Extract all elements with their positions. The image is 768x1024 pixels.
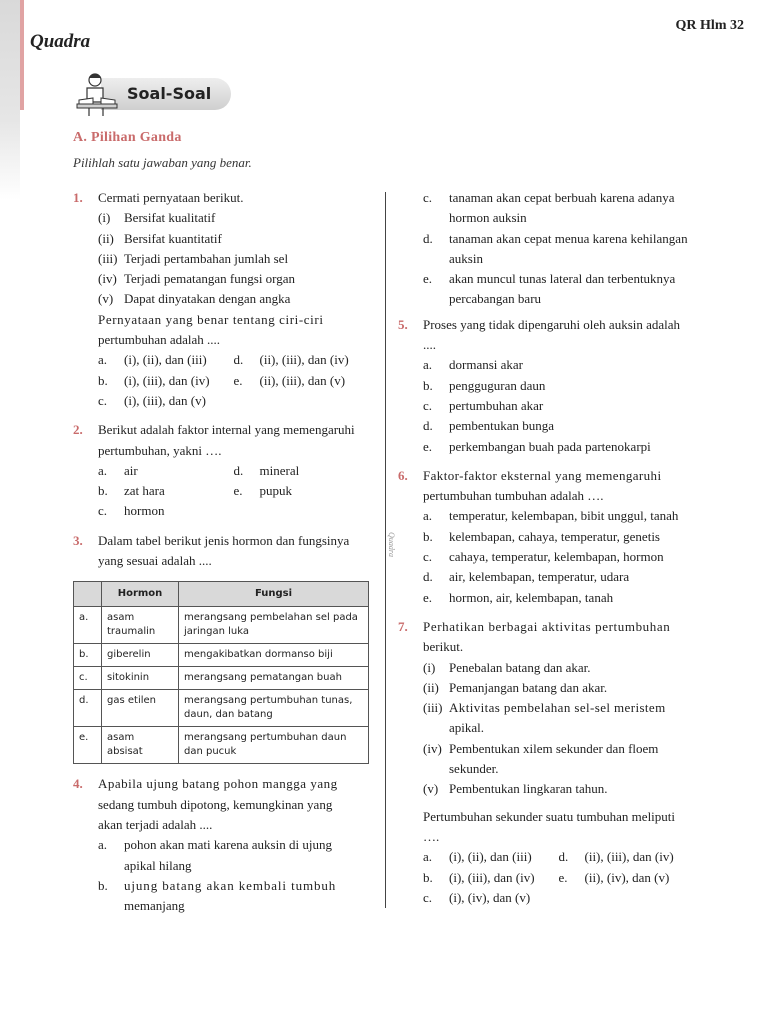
statement-text: apikal. [449,720,485,736]
option-text: (ii), (iii), dan (iv) [584,849,674,865]
answer-option[interactable] [98,350,234,370]
option-key: e. [558,869,568,885]
answer-option[interactable] [559,847,695,867]
option-text: pohon akan mati karena auksin di ujung [124,837,332,853]
hormone-cell: asam traumalin [102,607,179,644]
function-cell: merangsang pembelahan sel pada jaringan luka [179,607,369,644]
answer-option[interactable] [234,461,370,481]
option-text: tanaman akan cepat berbuah karena adanya [449,190,675,205]
statement-key: (iv) [98,271,117,287]
answer-option[interactable] [423,437,694,457]
row-key: a. [74,607,102,644]
reading-child-icon [73,70,121,118]
option-row [98,481,369,501]
table-row[interactable] [74,690,369,727]
hormone-cell: sitokinin [102,667,179,690]
row-key: b. [74,644,102,667]
statement-text: Aktivitas pembelahan sel-sel meristem [449,700,666,716]
statement-key: (v) [423,781,439,797]
hormone-cell: gas etilen [102,690,179,727]
option-key: d. [233,352,244,368]
statement-item [98,249,369,269]
question-stem: sedang tumbuh dipotong, kemungkinan yang [98,796,333,812]
answer-option[interactable] [98,391,252,411]
option-row [423,868,694,888]
answer-option[interactable] [423,847,559,867]
question-number: 4. [73,776,83,792]
option-text: memanjang [124,898,185,914]
statement-text: Pemanjangan batang dan akar. [449,679,608,695]
statement-item [98,289,369,309]
option-text: kelembapan, cahaya, temperatur, genetis [449,528,660,544]
option-text: hormon [124,503,165,519]
question-4-continued [398,188,694,310]
statement-item [98,208,369,228]
option-text: zat hara [124,483,165,499]
option-text: air [124,462,138,478]
question-6 [398,466,694,608]
option-key: e. [423,271,433,287]
option-row [423,888,694,908]
statement-item [423,739,694,780]
question-number: 7. [398,618,408,634]
instruction-text: Pilihlah satu jawaban yang benar. [73,155,252,170]
question-number: 5. [398,316,408,332]
option-text: (ii), (iv), dan (v) [584,869,670,885]
question-2 [73,420,369,521]
table-header [74,582,102,607]
option-text: (i), (iii), dan (v) [124,392,206,408]
question-stem: Berikut adalah faktor internal yang memengaruhi [98,422,355,438]
question-stem: akan terjadi adalah .... [98,816,213,832]
answer-option[interactable] [423,588,694,608]
option-key: c. [98,503,108,519]
statement-key: (i) [98,210,111,226]
function-cell: merangsang pertumbuhan daun dan pucuk [179,727,369,764]
function-cell: merangsang pertumbuhan tunas, daun, dan batang [179,690,369,727]
option-row [98,501,369,521]
option-key: a. [98,352,108,368]
option-text: pertumbuhan akar [449,397,544,413]
option-key: c. [423,549,433,565]
statement-key: (ii) [98,230,114,246]
hormone-table [73,581,369,764]
answer-option[interactable] [423,269,694,310]
option-key: e. [423,438,433,454]
question-prompt: …. [423,828,440,844]
brand-logo: Quadra [30,31,91,52]
table-header: Hormon [102,582,179,607]
question-stem: yang sesuai adalah .... [98,553,212,569]
answer-option[interactable] [98,501,252,521]
page-edge-accent [20,0,24,110]
option-key: a. [98,837,108,853]
answer-option[interactable] [423,547,694,567]
hormone-cell: giberelin [102,644,179,667]
option-key: d. [423,230,433,246]
function-cell: merangsang pematangan buah [179,667,369,690]
option-text: akan muncul tunas lateral dan terbentuknya [449,271,676,287]
option-key: e. [233,372,243,388]
question-stem: Perhatikan berbagai aktivitas pertumbuhan [423,618,671,634]
option-key: b. [423,869,433,885]
banner-label: Soal-Soal [127,84,212,103]
option-text: cahaya, temperatur, kelembapan, hormon [449,549,664,565]
answer-option[interactable] [423,229,694,270]
option-text: apikal hilang [124,857,192,873]
table-header-row [74,582,369,607]
statement-text: Terjadi pertambahan jumlah sel [124,250,289,266]
option-text: ujung batang akan kembali tumbuh [124,877,337,893]
question-4 [73,774,369,916]
option-key: c. [98,392,108,408]
right-column [398,188,694,917]
option-text: (i), (iii), dan (iv) [449,869,535,885]
statement-text: Terjadi pematangan fungsi organ [124,271,296,287]
answer-option[interactable] [423,527,694,547]
option-text: pembentukan bunga [449,418,555,434]
option-text: air, kelembapan, temperatur, udara [449,569,630,585]
statement-key: (i) [423,659,436,675]
answer-option[interactable] [423,376,694,396]
question-3 [73,531,369,765]
statement-key: (ii) [423,679,439,695]
answer-option[interactable] [423,567,694,587]
option-row [98,461,369,481]
function-cell: mengakibatkan dormanso biji [179,644,369,667]
answer-option[interactable] [98,461,234,481]
statement-item [98,269,369,289]
statement-text: Penebalan batang dan akar. [449,659,591,675]
option-text: (ii), (iii), dan (v) [259,372,346,388]
question-stem: Proses yang tidak dipengaruhi oleh auksin adalah [423,316,681,332]
column-divider [385,192,386,908]
option-key: c. [423,190,433,205]
statement-item [98,229,369,249]
answer-option[interactable] [98,876,369,917]
statement-key: (v) [98,291,114,307]
option-text: percabangan baru [449,291,542,307]
answer-option[interactable] [234,371,370,391]
page-reference: QR Hlm 32 [675,18,744,33]
option-key: d. [233,462,244,478]
question-stem: Cermati pernyataan berikut. [98,190,244,205]
option-row [98,371,369,391]
answer-option[interactable] [98,481,234,501]
option-text: (i), (iv), dan (v) [449,889,531,905]
option-row [98,350,369,370]
row-key: d. [74,690,102,727]
option-text: dormansi akar [449,357,524,373]
answer-option[interactable] [98,371,234,391]
question-prompt: Pernyataan yang benar tentang ciri-ciri [98,311,324,327]
option-key: b. [98,877,108,893]
section-title: A. Pilihan Ganda [73,130,182,145]
option-key: a. [423,357,433,373]
option-text: auksin [449,250,483,266]
option-text: (i), (ii), dan (iii) [449,849,532,865]
question-5 [398,315,694,457]
option-text: hormon auksin [449,210,527,226]
option-key: b. [423,377,433,393]
table-row[interactable] [74,667,369,690]
row-key: e. [74,727,102,764]
answer-option[interactable] [423,355,694,375]
left-column [73,188,369,925]
answer-option[interactable] [423,188,694,229]
answer-option[interactable] [559,868,695,888]
option-text: hormon, air, kelembapan, tanah [449,589,614,605]
option-key: a. [423,849,433,865]
question-stem: berikut. [423,639,464,655]
option-text: pengguguran daun [449,377,546,393]
statement-item [423,698,694,739]
answer-option[interactable] [98,835,369,876]
table-row[interactable] [74,644,369,667]
table-row[interactable] [74,607,369,644]
option-key: b. [98,372,108,388]
question-stem: Apabila ujung batang pohon mangga yang [98,776,338,792]
option-row [98,391,369,411]
question-stem: Faktor-faktor eksternal yang memengaruhi [423,467,662,483]
option-text: perkembangan buah pada partenokarpi [449,438,651,454]
option-key: e. [233,483,243,499]
statement-text: Bersifat kualitatif [124,210,216,226]
option-key: e. [423,589,433,605]
option-key: b. [423,528,433,544]
question-stem: pertumbuhan tumbuhan adalah …. [423,488,604,504]
statement-text: sekunder. [449,761,499,777]
question-number: 6. [398,467,408,483]
option-key: b. [98,483,108,499]
question-1 [73,188,369,411]
question-number: 3. [73,532,83,548]
option-text: pupuk [259,483,292,499]
option-key: a. [423,508,433,524]
side-watermark: Quadra [386,532,396,557]
answer-option[interactable] [423,888,577,908]
statement-key: (iii) [98,250,118,266]
option-row [423,847,694,867]
statement-key: (iii) [423,700,443,716]
option-text: tanaman akan cepat menua karena kehilangan [449,230,688,246]
option-text: mineral [259,462,300,478]
question-stem: pertumbuhan, yakni …. [98,442,222,458]
option-key: c. [423,889,433,905]
statement-item [423,678,694,698]
question-number: 2. [73,422,83,438]
statement-text: Bersifat kuantitatif [124,230,222,246]
option-text: (i), (ii), dan (iii) [124,352,207,368]
option-text: temperatur, kelembapan, bibit unggul, tanah [449,508,679,524]
table-row[interactable] [74,727,369,764]
answer-option[interactable] [234,350,370,370]
statement-text: Pembentukan xilem sekunder dan floem [449,740,659,756]
section-banner [73,76,233,112]
statement-item [423,779,694,799]
page-edge-bar [0,0,20,200]
answer-option[interactable] [423,506,694,526]
row-key: c. [74,667,102,690]
question-7 [398,617,694,908]
option-text: (i), (iii), dan (iv) [124,372,210,388]
question-stem: Dalam tabel berikut jenis hormon dan fungsinya [98,532,350,548]
statement-item [423,658,694,678]
question-prompt: pertumbuhan adalah .... [98,332,221,348]
answer-option[interactable] [423,868,559,888]
table-header: Fungsi [179,582,369,607]
question-number: 1. [73,190,83,205]
option-key: a. [98,462,108,478]
option-key: c. [423,397,433,413]
option-text: (ii), (iii), dan (iv) [259,352,349,368]
hormone-cell: asam absisat [102,727,179,764]
answer-option[interactable] [423,396,694,416]
option-key: d. [423,418,433,434]
statement-text: Dapat dinyatakan dengan angka [124,291,291,307]
question-stem: .... [423,337,436,353]
question-prompt: Pertumbuhan sekunder suatu tumbuhan meliputi [423,808,676,824]
option-key: d. [423,569,433,585]
statement-text: Pembentukan lingkaran tahun. [449,781,608,797]
answer-option[interactable] [423,416,694,436]
statement-key: (iv) [423,740,442,756]
option-key: d. [558,849,569,865]
answer-option[interactable] [234,481,370,501]
